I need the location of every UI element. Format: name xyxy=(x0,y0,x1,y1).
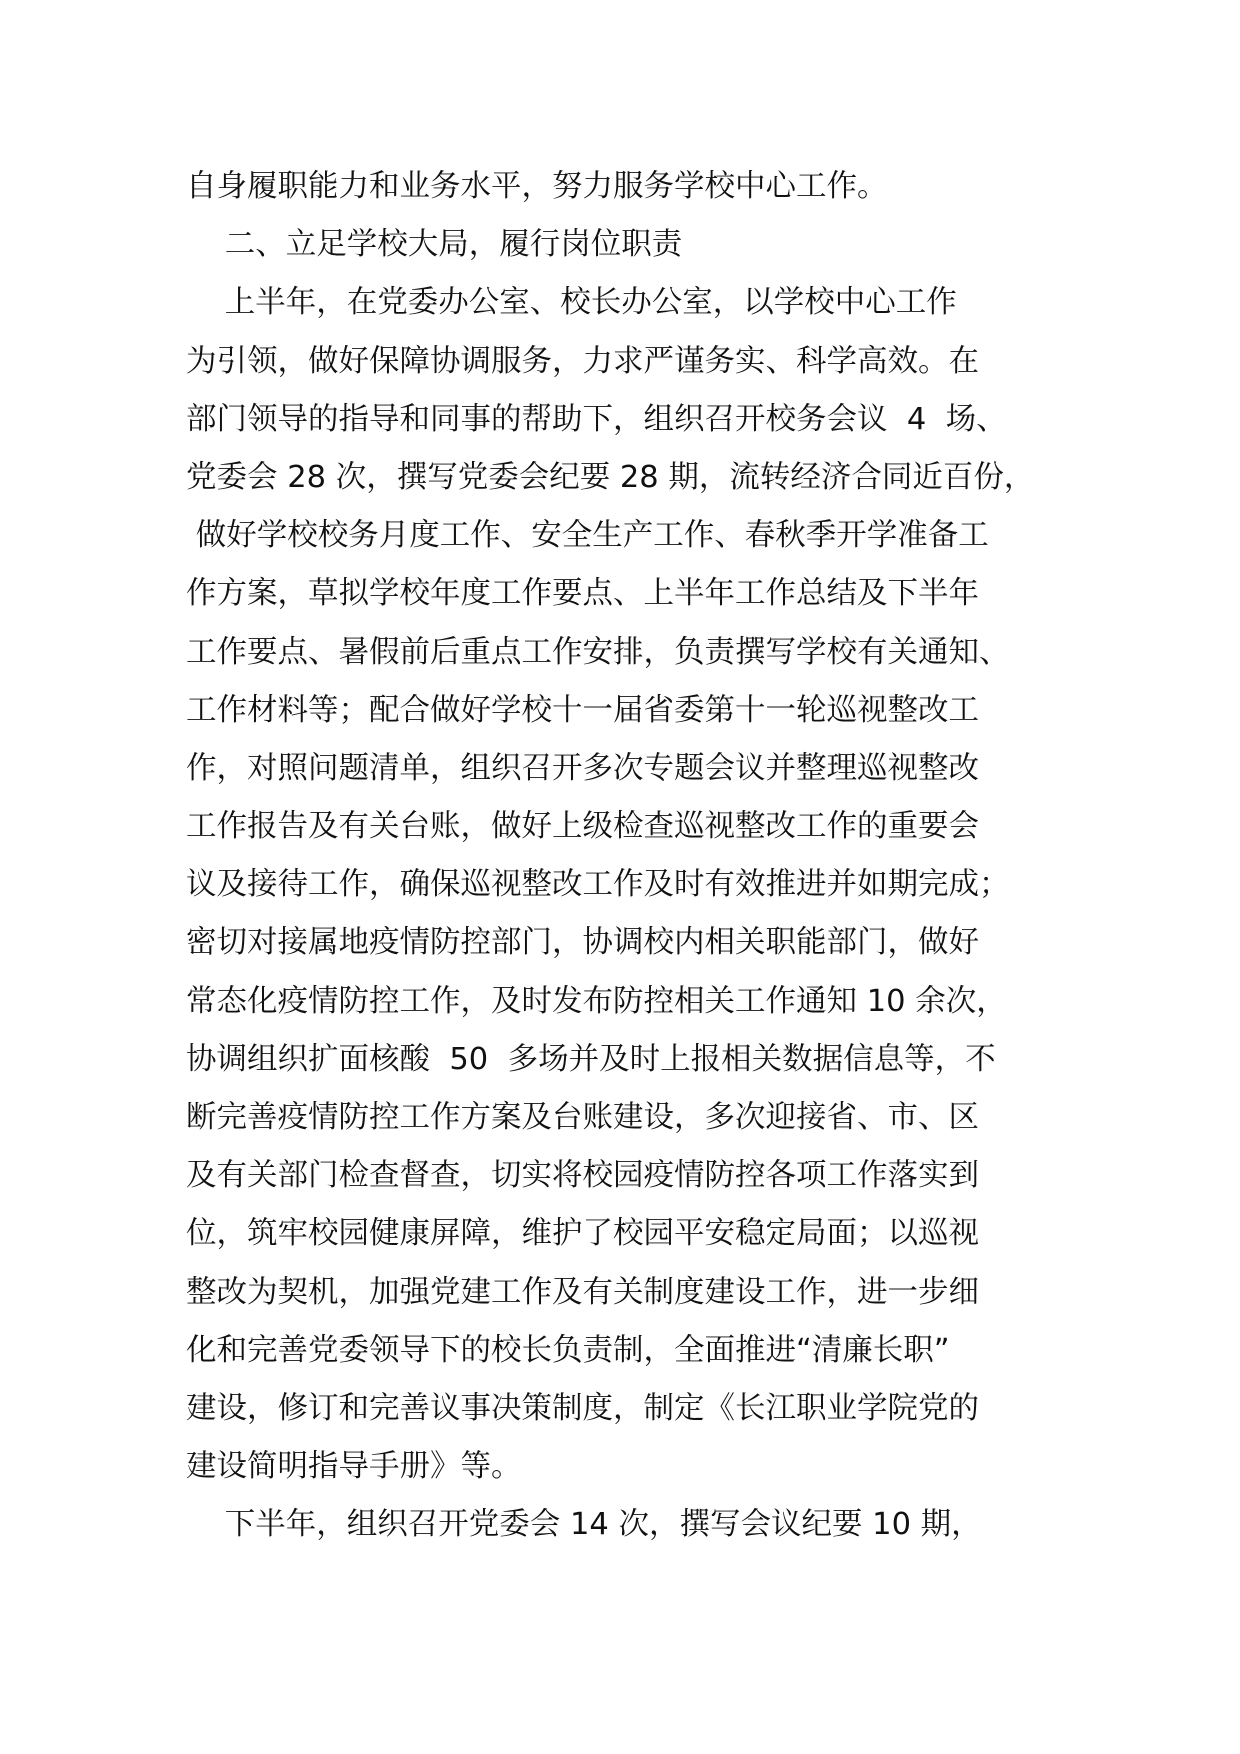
text-line: 建设简明指导手册》等。 xyxy=(186,1449,522,1485)
section-heading: 二、立足学校大局，履行岗位职责 xyxy=(186,227,683,263)
text-line: 建设，修订和完善议事决策制度，制定《长江职业学院党的 xyxy=(186,1390,979,1426)
text-line: 常态化疫情防控工作，及时发布防控相关工作通知 10 余次， xyxy=(186,983,1007,1019)
text-line: 密切对接属地疫情防控部门，协调校内相关职能部门，做好 xyxy=(186,925,979,961)
text-line: 断完善疫情防控工作方案及台账建设，多次迎接省、市、区 xyxy=(186,1100,979,1135)
text-line: 自身履职能力和业务水平，努力服务学校中心工作。 xyxy=(186,169,888,204)
text-line: 协调组织扩面核酸 50 多场并及时上报相关数据信息等，不 xyxy=(186,1041,996,1077)
text-line: 作，对照问题清单，组织召开多次专题会议并整理巡视整改 xyxy=(186,750,979,786)
text-line: 议及接待工作，确保巡视整改工作及时有效推进并如期完成； xyxy=(186,867,1010,903)
text-line: 下半年，组织召开党委会 14 次，撰写会议纪要 10 期， xyxy=(186,1507,982,1543)
text-line: 部门领导的指导和同事的帮助下，组织召开校务会议 4 场、 xyxy=(186,401,1007,437)
text-line: 及有关部门检查督查，切实将校园疫情防控各项工作落实到 xyxy=(186,1158,979,1194)
text-line: 工作要点、暑假前后重点工作安排，负责撰写学校有关通知、 xyxy=(186,634,1010,670)
text-line: 上半年，在党委办公室、校长办公室，以学校中心工作 xyxy=(186,285,957,321)
text-line: 工作材料等；配合做好学校十一届省委第十一轮巡视整改工 xyxy=(186,692,979,728)
text-line: 整改为契机，加强党建工作及有关制度建设工作，进一步细 xyxy=(186,1274,979,1310)
text-line: 为引领，做好保障协调服务，力求严谨务实、科学高效。在 xyxy=(186,343,979,379)
text-line: 化和完善党委领导下的校长负责制，全面推进“清廉长职” xyxy=(186,1332,950,1368)
text-line: 党委会 28 次，撰写党委会纪要 28 期，流转经济合同近百份， xyxy=(186,459,1035,495)
body-text xyxy=(186,158,1086,1555)
text-line: 作方案，草拟学校年度工作要点、上半年工作总结及下半年 xyxy=(186,576,979,612)
text-line: 位，筑牢校园健康屏障，维护了校园平安稳定局面；以巡视 xyxy=(186,1216,979,1252)
text-line: 工作报告及有关台账，做好上级检查巡视整改工作的重要会 xyxy=(186,809,979,845)
text-line: 做好学校校务月度工作、安全生产工作、春秋季开学准备工 xyxy=(186,518,989,554)
